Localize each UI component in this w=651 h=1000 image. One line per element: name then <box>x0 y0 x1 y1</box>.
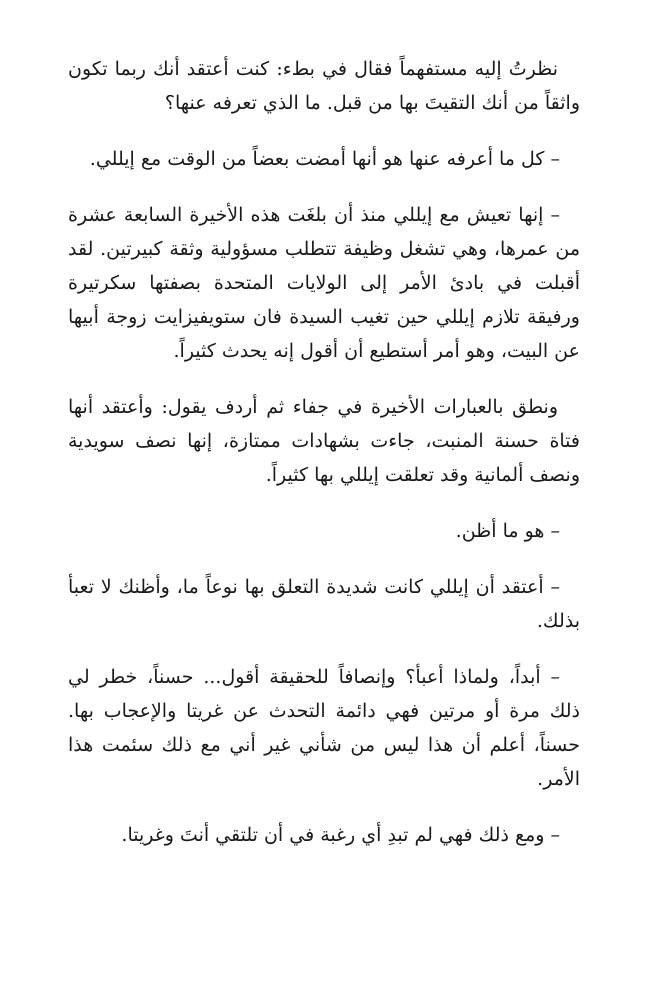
paragraph-5: – هو ما أظن. <box>455 520 560 542</box>
paragraph-6: – أعتقد أن إيللي كانت شديدة التعلق بها نوعاً ما، وأظنك لا تعبأ بذلك. <box>68 576 580 632</box>
paragraph-2: – كل ما أعرفه عنها هو أنها أمضت بعضاً من الوقت مع إيللي. <box>89 148 560 170</box>
paragraph-4: ونطق بالعبارات الأخيرة في جفاء ثم أردف يقول: وأعتقد أنها فتاة حسنة المنبت، جاءت بشهادات ممتازة، إنها نصف سويدية ونصف ألمانية وقد تعلقت إيللي بها كثيراً. <box>68 396 580 486</box>
paragraph-1: نظرتُ إليه مستفهماً فقال في بطء: كنت أعتقد أنك ربما تكون واثقاً من أنك التقيتَ بها من قبل. ما الذي تعرفه عنها؟ <box>68 58 580 114</box>
paragraph-7: – أبداً، ولماذا أعبأ؟ وإنصافاً للحقيقة أقول... حسناً، خطر لي ذلك مرة أو مرتين فهي دائمة التحدث عن غريتا والإعجاب بها. حسناً، أعلم أن هذا ليس من شأني غير أني مع ذلك سئمت هذا الأمر. <box>68 666 580 790</box>
paragraph-3: – إنها تعيش مع إيللي منذ أن بلغَت هذه الأخيرة السابعة عشرة من عمرها، وهي تشغل وظيفة تتطلب مسؤولية وثقة كبيرتين. لقد أقبلت في بادئ الأمر إلى الولايات المتحدة بصفتها سكرتيرة ورفيقة تلازم إيللي حين تغيب السيدة فان ستويفيزايت زوجة أبيها عن البيت، وهو أمر أستطيع أن أقول إنه يحدث كثيراً. <box>68 204 580 362</box>
paragraph-8: – ومع ذلك فهي لم تبدِ أي رغبة في أن تلتقي أنتَ وغريتا. <box>121 824 560 846</box>
book-page <box>68 52 580 874</box>
